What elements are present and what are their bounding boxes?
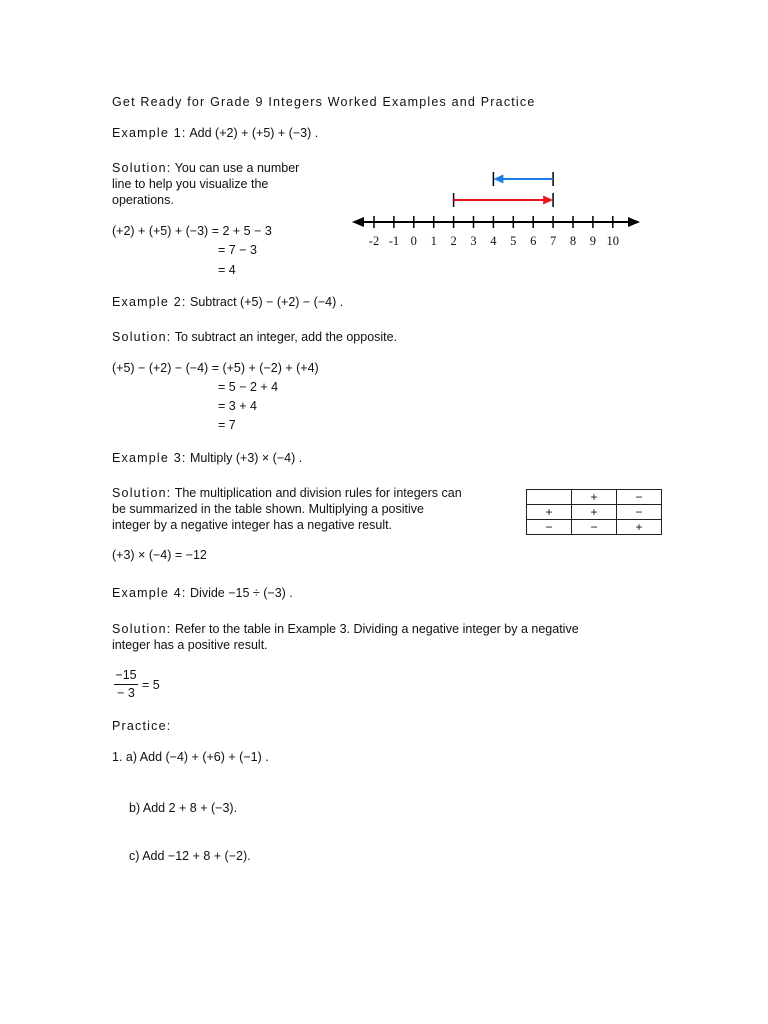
number-line-tick-label: 7 xyxy=(549,234,557,248)
example-4-solution-label: Solution: xyxy=(112,622,172,636)
practice-item-1c: c) Add −12 + 8 + (−2). xyxy=(129,849,251,863)
example-1-work-line-1: (+2) + (+5) + (−3) = 2 + 5 − 3 xyxy=(112,224,272,238)
example-2-label: Example 2: xyxy=(112,295,187,309)
number-line-tick-label: 2 xyxy=(450,234,457,248)
example-2-prompt: Subtract (+5) − (+2) − (−4) . xyxy=(190,295,344,309)
example-1-solution-text: You can use a number xyxy=(174,161,300,175)
red-arrowhead xyxy=(543,196,553,205)
table-row xyxy=(527,505,662,520)
number-line-left-arrowhead xyxy=(352,217,364,227)
number-line-tick-label: 6 xyxy=(530,234,537,248)
example-4-solution-line-1 xyxy=(112,621,579,637)
example-2-work-line-1: (+5) − (+2) − (−4) = (+5) + (−2) + (+4) xyxy=(112,361,319,375)
number-line-tick-label: -1 xyxy=(388,234,400,248)
table-cell: − xyxy=(617,505,662,520)
example-3-solution-line-2: be summarized in the table shown. Multiplying a positive xyxy=(112,502,424,516)
blue-arrowhead xyxy=(493,175,503,184)
example-2-solution-label: Solution: xyxy=(112,330,172,344)
fraction-denominator: − 3 xyxy=(117,686,135,700)
table-cell: + xyxy=(572,490,617,505)
number-line-tick-label: 1 xyxy=(430,234,437,248)
example-2-heading xyxy=(112,294,343,310)
table-cell: + xyxy=(617,520,662,535)
table-row xyxy=(527,520,662,535)
fraction-result: = 5 xyxy=(142,678,160,692)
practice-heading: Practice: xyxy=(112,719,172,733)
example-4-label: Example 4: xyxy=(112,586,187,600)
example-1-solution-line-2: line to help you visualize the xyxy=(112,177,269,191)
table-row xyxy=(527,490,662,505)
example-1-prompt: Add (+2) + (+5) + (−3) . xyxy=(189,126,319,140)
example-3-label: Example 3: xyxy=(112,451,187,465)
example-1-label: Example 1: xyxy=(112,126,187,140)
example-1-work-line-3: = 4 xyxy=(218,263,236,277)
practice-item-1a: 1. a) Add (−4) + (+6) + (−1) . xyxy=(112,750,269,764)
number-line-diagram xyxy=(350,160,650,255)
example-4-solution-text: Refer to the table in Example 3. Dividing a negative integer by a negative xyxy=(174,622,579,636)
example-1-solution-label: Solution: xyxy=(112,161,172,175)
practice-item-1b: b) Add 2 + 8 + (−3). xyxy=(129,801,238,815)
table-cell xyxy=(527,490,572,505)
number-line-tick-label: 10 xyxy=(606,234,620,248)
example-1-work-line-2: = 7 − 3 xyxy=(218,243,257,257)
number-line-tick-label: 3 xyxy=(470,234,477,248)
table-cell: − xyxy=(527,520,572,535)
table-cell: − xyxy=(617,490,662,505)
example-4-prompt: Divide −15 ÷ (−3) . xyxy=(190,586,293,600)
example-2-work-line-2: = 5 − 2 + 4 xyxy=(218,380,279,394)
number-line-tick-label: -2 xyxy=(368,234,380,248)
example-3-solution-label: Solution: xyxy=(112,486,172,500)
fraction-bar xyxy=(114,684,138,685)
example-3-solution-line-3: integer by a negative integer has a negative result. xyxy=(112,518,393,532)
example-2-solution-text: To subtract an integer, add the opposite. xyxy=(174,330,398,344)
sign-rules-table xyxy=(526,489,662,535)
example-1-solution-line-3: operations. xyxy=(112,193,174,207)
example-2-solution xyxy=(112,329,397,345)
example-3-prompt: Multiply (+3) × (−4) . xyxy=(190,451,303,465)
example-1-solution-line-1 xyxy=(112,160,299,176)
example-1-heading xyxy=(112,125,318,141)
example-4-solution-line-2: integer has a positive result. xyxy=(112,638,268,652)
example-3-solution-text: The multiplication and division rules for integers can xyxy=(174,486,462,500)
number-line-right-arrowhead xyxy=(628,217,640,227)
table-cell: − xyxy=(572,520,617,535)
example-3-solution-line-1 xyxy=(112,485,462,501)
example-3-heading xyxy=(112,450,302,466)
table-cell: + xyxy=(572,505,617,520)
example-4-heading xyxy=(112,585,293,601)
number-line-tick-label: 0 xyxy=(410,234,417,248)
number-line-tick-label: 8 xyxy=(569,234,577,248)
example-3-work: (+3) × (−4) = −12 xyxy=(112,548,207,562)
page-title: Get Ready for Grade 9 Integers Worked Examples and Practice xyxy=(112,95,536,109)
example-2-work-line-3: = 3 + 4 xyxy=(218,399,257,413)
example-2-work-line-4: = 7 xyxy=(218,418,236,432)
number-line-tick-label: 9 xyxy=(589,234,597,248)
number-line-tick-label: 5 xyxy=(510,234,517,248)
fraction-numerator: −15 xyxy=(115,668,137,682)
number-line-tick-label: 4 xyxy=(490,234,497,248)
table-cell: + xyxy=(527,505,572,520)
